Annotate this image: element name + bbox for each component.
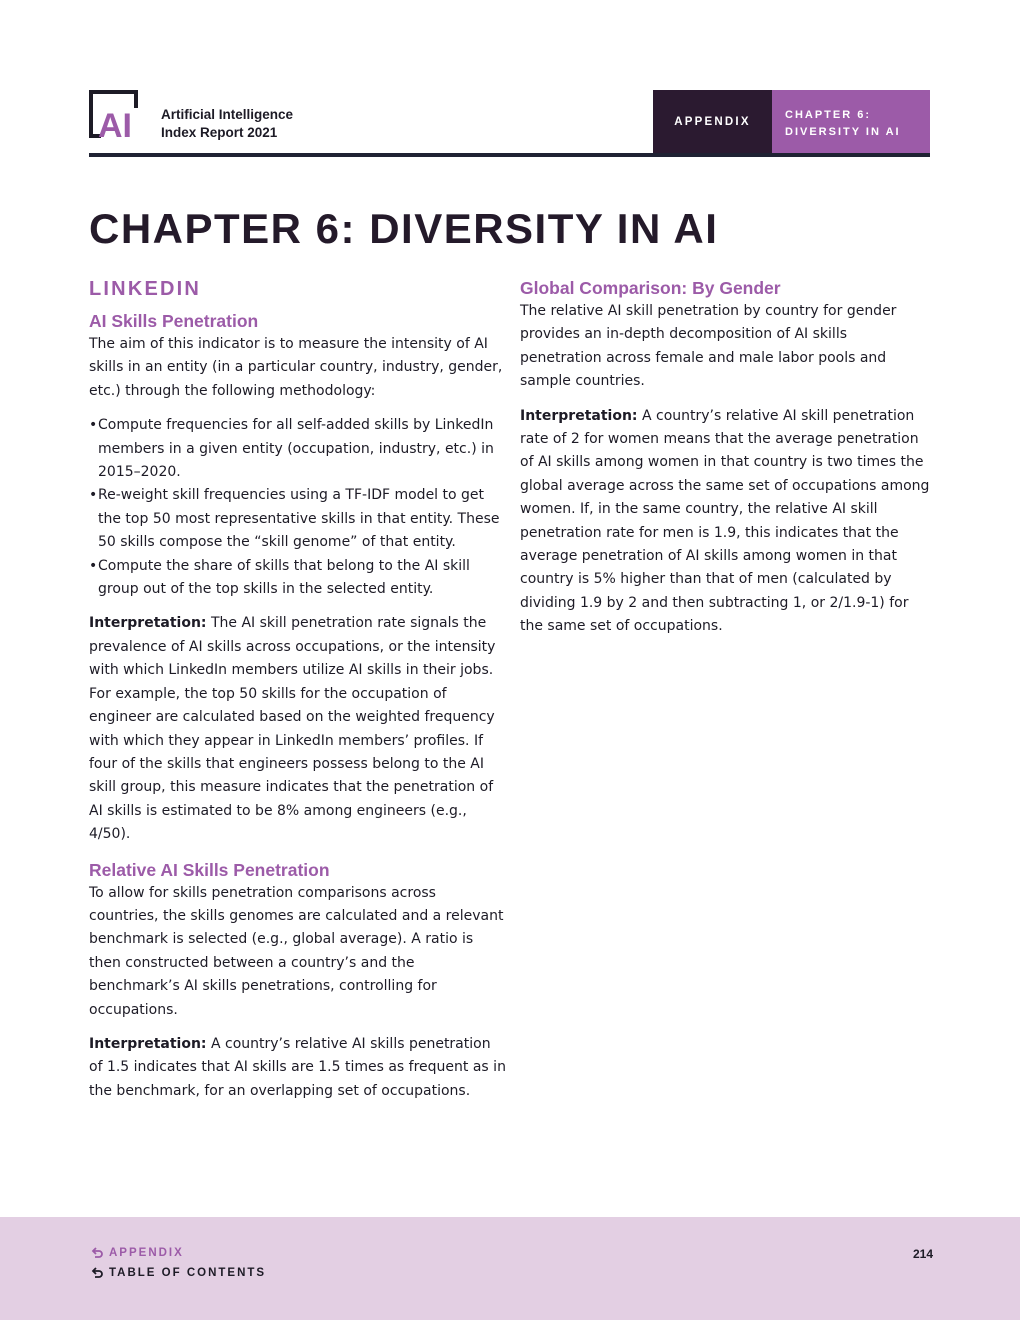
interpretation-label: Interpretation:: [520, 407, 638, 424]
heading-global-comparison-gender: Global Comparison: By Gender: [520, 278, 781, 298]
report-title-line1: Artificial Intelligence: [161, 107, 294, 122]
chapter-tab[interactable]: [772, 90, 930, 153]
interpretation-text: The AI skill penetration rate signals the prevalence of AI skills across occupations, or the intensity with which LinkedIn members utilize AI skills in their jobs. For example, the top 50 skills for the occupation of engineer are calculated based on the weighted frequency with which they appear in LinkedIn members’ profiles. If four of the skills that engineers possess belong to the AI skill group, this measure indicates that the penetration of AI skills is estimated to be 8% among engineers (e.g., 4/50).: [89, 615, 496, 843]
appendix-link[interactable]: [91, 1247, 184, 1259]
interpretation-label: Interpretation:: [89, 1035, 207, 1052]
gender-paragraph: The relative AI skill penetration by country for gender provides an in-depth decomposition of AI skills penetration across female and male labor pools and sample countries.: [520, 303, 897, 390]
report-title-line2: Index Report 2021: [161, 125, 278, 140]
left-column: [89, 275, 507, 1114]
relative-penetration-paragraph: To allow for skills penetration comparisons across countries, the skills genomes are calculated and a relevant benchmark is selected (e.g., global average). A ratio is then constructed between a country’s and the benchmark’s AI skills penetrations, controlling for occupations.: [89, 884, 504, 1018]
list-item: • Compute frequencies for all self-added skills by LinkedIn members in a given entity (occupation, industry, etc.) in 2015–2020.: [89, 414, 507, 484]
logo-text: AI: [98, 107, 132, 140]
section-label-linkedin: LINKEDIN: [89, 278, 202, 300]
interpretation-text: A country’s relative AI skills penetration of 1.5 indicates that AI skills are 1.5 times as frequent as in the benchmark, for an overlapping set of occupations.: [89, 1035, 506, 1099]
chapter-title: CHAPTER 6: DIVERSITY IN AI: [89, 205, 719, 252]
interpretation-paragraph: [520, 405, 932, 639]
table-of-contents-link-label[interactable]: TABLE OF CONTENTS: [109, 1267, 267, 1279]
appendix-link-label[interactable]: APPENDIX: [109, 1247, 184, 1259]
report-title: [161, 106, 293, 142]
page-header: [89, 90, 930, 153]
ai-index-logo: [89, 90, 145, 140]
methodology-intro: The aim of this indicator is to measure the intensity of AI skills in an entity (in a particular country, industry, gender, etc.) through the following methodology:: [89, 336, 503, 399]
right-column: [520, 275, 932, 650]
chapter-tab-line1: CHAPTER 6:: [785, 109, 872, 121]
header-rule: [89, 153, 930, 157]
interpretation-paragraph: [89, 1033, 507, 1103]
page-number: 214: [912, 1247, 933, 1261]
heading-relative-ai-skills-penetration: Relative AI Skills Penetration: [89, 859, 330, 880]
list-item: • Re-weight skill frequencies using a TF-IDF model to get the top 50 most representative skills in that entity. These 50 skills compose the “skill genome” of that entity.: [89, 484, 507, 554]
table-of-contents-link[interactable]: [91, 1267, 266, 1279]
return-arrow-icon: [91, 1247, 103, 1259]
interpretation-paragraph: [89, 612, 507, 846]
heading-ai-skills-penetration: AI Skills Penetration: [89, 311, 259, 331]
chapter-tab-line2: DIVERSITY IN AI: [785, 126, 901, 138]
appendix-tab[interactable]: APPENDIX: [653, 90, 772, 153]
methodology-list: [89, 414, 507, 601]
list-item: • Compute the share of skills that belong to the AI skill group out of the top skills in the selected entity.: [89, 555, 507, 602]
return-arrow-icon: [91, 1267, 103, 1279]
interpretation-label: Interpretation:: [89, 615, 207, 632]
interpretation-text: A country’s relative AI skill penetration rate of 2 for women means that the average penetration of AI skills among women in that country is two times the global average across the same set of occupations among women. If, in the same country, the relative AI skill penetration rate for men is 1.9, this indicates that the average penetration of AI skills among women in that country is 5% higher than that of men (calculated by dividing 1.9 by 2 and then subtracting 1, or 2/1.9-1) for the same set of occupations.: [520, 407, 930, 635]
